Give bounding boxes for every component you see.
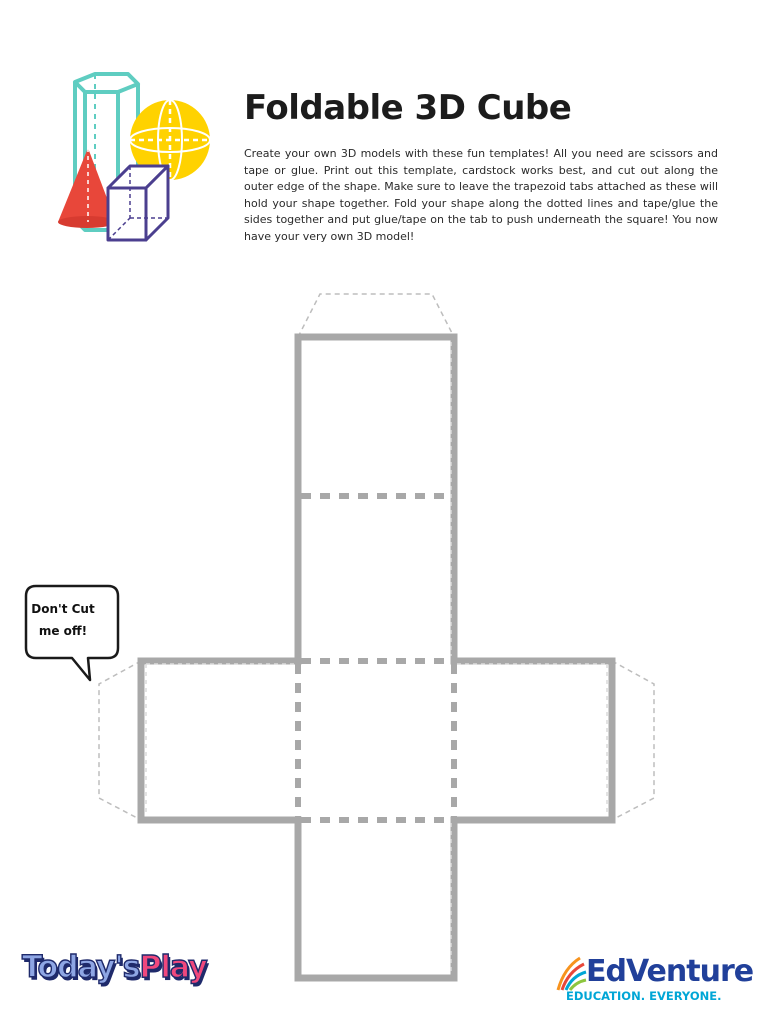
todays-play-logo-part2: Play — [139, 950, 207, 985]
right-glue-tab — [612, 661, 654, 820]
edventure-logo-tagline: EDUCATION. EVERYONE. — [566, 989, 722, 1003]
book-swoosh-icon — [556, 954, 588, 994]
callout-line-1: Don't Cut — [31, 602, 95, 616]
todays-play-logo-part1: Today's — [22, 950, 140, 985]
edventure-logo-name: EdVenture — [586, 954, 754, 989]
edventure-logo — [556, 950, 756, 1010]
instructions-text: Create your own 3D models with these fun templates! All you need are scissors and tape or glue. Print out this template, cardstock works best, and cut out along the outer edge of the shape. Make sure to leave the trapezoid tabs attached as these will hold your shape together. Fold your shape along the dotted lines and tape/glue the sides together and put glue/tape on the tab to push underneath the square! You now have your very own 3D model! — [244, 147, 718, 243]
todays-play-logo — [22, 950, 207, 985]
shapes-illustration — [50, 70, 225, 255]
page-title: Foldable 3D Cube — [244, 88, 572, 128]
left-glue-tab — [99, 661, 141, 820]
top-glue-tab — [298, 294, 454, 337]
callout-line-2: me off! — [38, 624, 88, 638]
cube-icon — [108, 166, 168, 240]
cube-net-cut-outline — [141, 337, 612, 978]
speech-bubble-text — [30, 598, 96, 642]
